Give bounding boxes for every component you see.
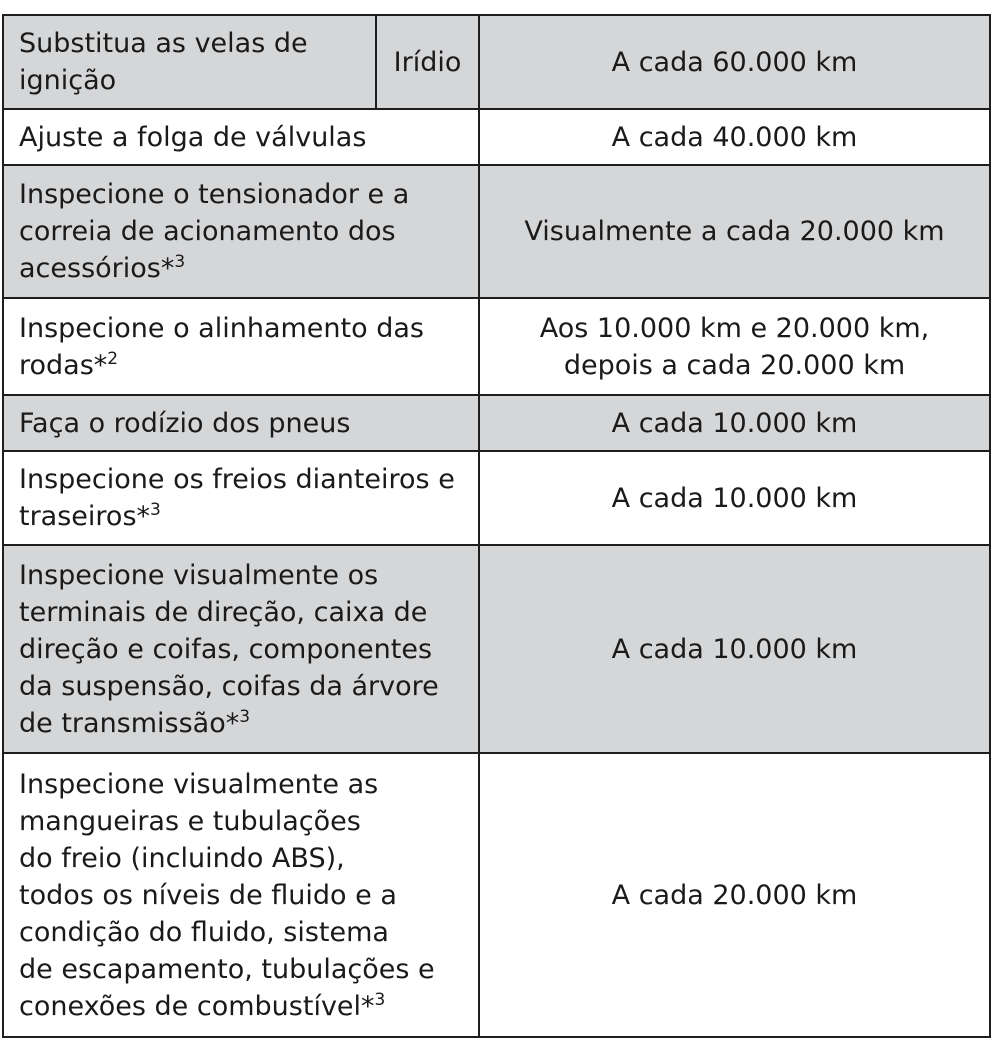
table-row <box>3 451 990 545</box>
footnote-ref: 3 <box>174 252 186 272</box>
subtype-text: Irídio <box>393 46 462 78</box>
table-row <box>3 109 990 165</box>
table-row <box>3 395 990 451</box>
interval-text-line: Aos 10.000 km e 20.000 km, <box>539 312 930 344</box>
interval-text: A cada 60.000 km <box>611 46 858 78</box>
task-cell <box>3 753 479 1037</box>
task-cell <box>3 298 479 395</box>
interval-cell <box>479 165 990 298</box>
table-row <box>3 545 990 753</box>
task-text: Inspecione o alinhamento das rodas* <box>19 312 424 381</box>
table-row <box>3 298 990 395</box>
task-text-line: todos os níveis de fluido e a <box>19 879 397 911</box>
footnote-ref: 3 <box>374 989 386 1010</box>
footnote-ref: 3 <box>239 706 251 727</box>
interval-text: A cada 10.000 km <box>611 407 858 439</box>
task-text-line: Inspecione visualmente as <box>19 768 379 800</box>
task-text: Substitua as velas de ignição <box>19 28 308 96</box>
interval-text: A cada 40.000 km <box>611 121 858 153</box>
interval-cell <box>479 753 990 1037</box>
table-row <box>3 165 990 298</box>
task-text-line: mangueiras e tubulações <box>19 805 361 837</box>
task-text: Inspecione os freios dianteiros e traseiros* <box>19 464 455 532</box>
task-text: Faça o rodízio dos pneus <box>19 407 351 439</box>
footnote-ref: 2 <box>107 348 119 369</box>
interval-cell <box>479 15 990 109</box>
table-row <box>3 753 990 1037</box>
task-text-line: de escapamento, tubulações e <box>19 953 435 985</box>
task-text-line: conexões de combustível* <box>19 990 375 1022</box>
task-text: Inspecione visualmente os terminais de direção, caixa de direção e coifas, componentes da suspensão, coifas da árvore de transmissão* <box>19 559 439 739</box>
task-cell <box>3 165 479 298</box>
interval-text: A cada 10.000 km <box>611 633 858 665</box>
task-text: Inspecione o tensionador e a correia de acionamento dos acessórios* <box>19 179 410 284</box>
table-row <box>3 15 990 109</box>
task-cell <box>3 545 479 753</box>
maintenance-schedule-table <box>2 14 991 1038</box>
task-cell <box>3 451 479 545</box>
interval-cell <box>479 109 990 165</box>
task-text-line: condição do fluido, sistema <box>19 916 389 948</box>
interval-cell <box>479 451 990 545</box>
footnote-ref: 3 <box>150 500 161 520</box>
interval-cell <box>479 395 990 451</box>
interval-cell <box>479 545 990 753</box>
task-cell <box>3 15 376 109</box>
interval-text: Visualmente a cada 20.000 km <box>524 216 945 247</box>
task-text: Ajuste a folga de válvulas <box>19 121 367 153</box>
interval-cell <box>479 298 990 395</box>
task-cell <box>3 109 479 165</box>
interval-text: A cada 20.000 km <box>611 879 858 911</box>
interval-text: A cada 10.000 km <box>611 482 858 514</box>
interval-text-line: depois a cada 20.000 km <box>563 349 906 381</box>
task-text-line: do freio (incluindo ABS), <box>19 842 345 874</box>
subtype-cell <box>376 15 479 109</box>
task-cell <box>3 395 479 451</box>
